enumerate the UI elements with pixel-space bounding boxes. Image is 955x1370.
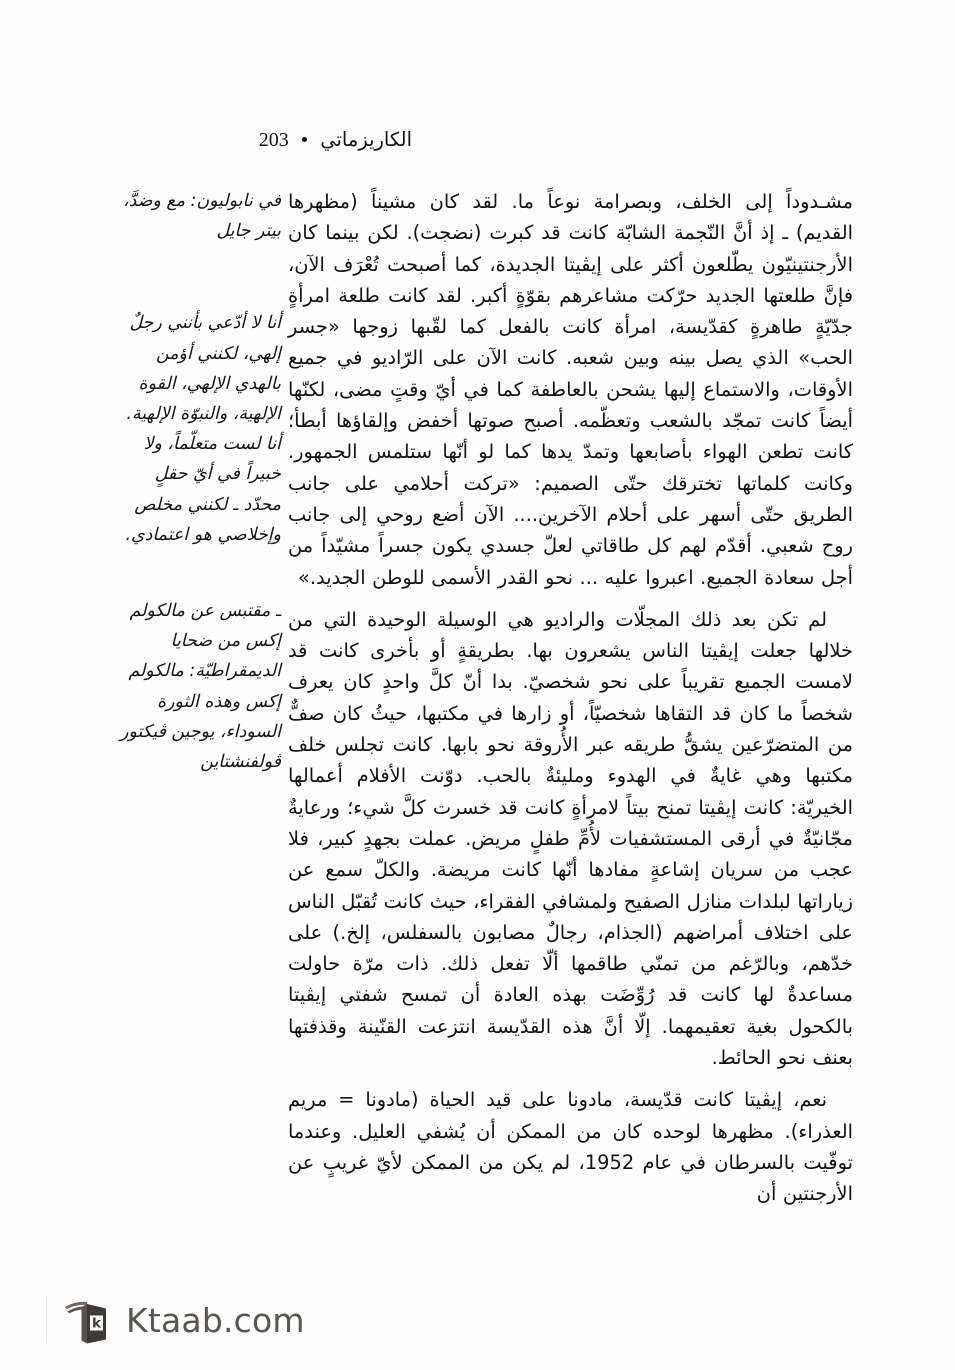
margin-spacer: [113, 246, 281, 308]
main-text-column: [288, 186, 853, 1210]
open-book-icon: [62, 1294, 114, 1346]
margin-pull-quote: أنا لا أدّعي بأنني رجلٌ إلهي، لكنني أؤمن بالهدي الإلهي، القوة الإلهية، والنبوّة الإلهية. أنا لست متعلّماً، ولا خبيراً في أيّ حقلٍ محدّد ـ لكنني مخلص وإخلاصي هو اعتمادي.: [125, 313, 281, 545]
running-head-separator-dot: [302, 137, 308, 143]
margin-source-note: في نابوليون: مع وضدَّ، بيتر جايل: [123, 191, 281, 242]
running-head: [112, 128, 412, 162]
svg-text:k: k: [92, 1315, 101, 1332]
margin-quote-attribution: ـ مقتبس عن مالكولم إكس من ضحايا الديمقراطيّة: مالكولم إكس وهذه الثورة السوداء، يوجين ڤيكتور ڤولفنشتاين: [120, 601, 281, 773]
margin-notes-column: [113, 186, 281, 777]
running-head-title: الكاريزماتي: [320, 128, 412, 151]
page-columns: [0, 186, 955, 1246]
body-paragraph: نعم، إيڤيتا كانت قدّيسة، مادونا على قيد الحياة (مادونا = مريم العذراء). مظهرها لوحده كان من الممكن أن يُشفي العليل. وعندما توفّيت بالسرطان في عام 1952، لم يكن من الممكن لأيّ غريبٍ عن الأرجنتين أن: [288, 1088, 853, 1206]
body-paragraph: لم تكن بعد ذلك المجلّات والراديو هي الوسيلة الوحيدة التي من خلالها جعلت إيڤيتا الناس يشعرون بها. بطريقةٍ أو بأخرى كانت قد لامست الجميع تقريباً على نحو شخصيّ. بدا أنّ كلَّ واحدٍ كان يعرف شخصاً ما كان قد التقاها شخصيّاً، أو زارها في مكتبها، حيثُ كان صفٌّ من المتضرّعين يشقُّ طريقه عبر الأُروقة نحو بابها. كانت تجلس خلف مكتبها وهي غايةٌ في الهدوء ومليئةٌ بالحب. دوّنت الأفلام أعمالها الخيريّة: كانت إيڤيتا تمنح بيتاً لامرأةٍ كانت قد خسرت كلَّ شيء؛ ورعايةٌ مجّانيّةٌ في أرقى المستشفيات لأُمِّ طفلٍ مريض. عملت بجهدٍ كبير، فلا عجب من سريان إشاعةٍ مفادها أنّها كانت مريضة. والكلّ سمع عن زياراتها لبلدات منازل الصفيح ولمشافي الفقراء، حيث كانت تُقبّل الناس على اختلاف أمراضهم (الجذام، رجالٌ مصابون بالسفلس، إلخ.) على خدّهم، وبالرّغم من تمنّي طاقمها ألّا تفعل ذلك. ذات مرّة حاولت مساعدةٌ لها كانت قد رُوِّضَت بهذه العادة أن تمسح شفتي إيڤيتا بالكحول بغية تعقيمهما. إلّا أنَّ هذه القدّيسة انتزعت القنّينة وقذفتها بعنف نحو الحائط.: [288, 607, 853, 1070]
footer-divider: [46, 1296, 47, 1342]
body-paragraph: مشـدوداً إلى الخلف، وبصرامة نوعاً ما. لقد كان مشيناً (مظهرها القديم) ـ إذ أنَّ النّجمة الشابّة كانت قد كبرت (نضجت). لكن بينما كان الأرجنتينيّون يطّلعون أكثر على إيڤيتا الجديدة، كما أصبحت تُعْرَف الآن، فإنَّ طلعتها الجديد حرّكت مشاعرهم بقوّةٍ أكبر. لقد كانت طلعة امرأةٍ جدّيّةٍ طاهرةٍ كقدّيسة، امرأة كانت بالفعل كما لقّبها زوجها «جسر الحب» الذي يصل بينه وبين شعبه. كانت الآن على الرّاديو في جميع الأوقات، والاستماع إليها يشحن بالعاطفة كما في أيّ وقتٍ مضى، لكنّها أيضاً كانت تمجّد بالشعب وتعظّمه. أصبح صوتها أخفض وإلقاؤها أبطأ؛ كانت تطعن الهواء بأصابعها وتمدّ يدها كما لو أنّها ستلمس الجمهور. وكانت كلماتها تخترقك حتّى الصميم: «تركت أحلامي على جانب الطريق حتّى أسهر على أحلام الآخرين.... الآن أضع روحي إلى جانب روح شعبي. أقدّم لهم كل طاقاتي لعلّ جسدي يكون جسراً مشيّداً من أجل سعادة الجميع. اعبروا عليه ... نحو القدر الأسمى للوطن الجديد.»: [288, 190, 853, 589]
margin-spacer: [113, 550, 281, 596]
page-number: 203: [258, 129, 289, 151]
site-watermark: [62, 1289, 322, 1351]
site-brand-name: Ktaab.com: [126, 1300, 305, 1340]
